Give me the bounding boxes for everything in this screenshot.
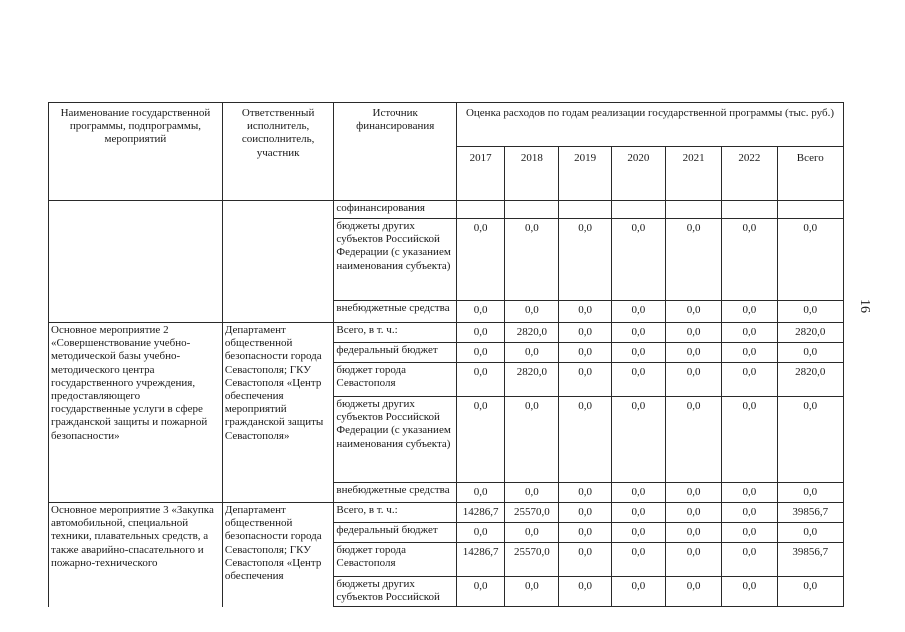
value-cell: 0,0 [611,483,665,503]
value-cell: 0,0 [666,343,722,363]
value-cell: 0,0 [722,523,777,543]
source-cell: бюджет города Севастополя [334,363,457,397]
year-2018: 2018 [505,147,559,201]
year-2017: 2017 [456,147,504,201]
year-2022: 2022 [722,147,777,201]
value-cell: 0,0 [666,577,722,607]
header-name-col: Наименование государственной программы, подпрограммы, мероприятий [49,103,223,201]
value-cell: 0,0 [559,483,611,503]
source-cell: бюджеты других субъектов Российской [334,577,457,607]
value-cell: 0,0 [456,219,504,301]
value-cell: 0,0 [777,397,843,483]
value-cell: 0,0 [777,483,843,503]
value-cell: 39856,7 [777,543,843,577]
source-cell: бюджет города Севастополя [334,543,457,577]
value-cell: 0,0 [722,483,777,503]
value-cell: 0,0 [456,577,504,607]
value-cell: 0,0 [456,343,504,363]
value-cell: 2820,0 [505,363,559,397]
measure2-name: Основное мероприятие 2 «Совершенствование учебно-методической базы учебно-методического центра государственного учреждения, предоставляющего государственные услуги в сфере гражданской защиты и пожарной безопасности» [49,323,223,503]
value-cell: 0,0 [666,397,722,483]
value-cell: 2820,0 [777,323,843,343]
header-source-col: Источник финансирования [334,103,457,201]
value-cell: 2820,0 [777,363,843,397]
value-cell: 0,0 [611,323,665,343]
source-cell: федеральный бюджет [334,343,457,363]
value-cell: 0,0 [611,543,665,577]
value-cell: 14286,7 [456,543,504,577]
year-2019: 2019 [559,147,611,201]
value-cell: 0,0 [777,523,843,543]
value-cell: 0,0 [722,397,777,483]
value-cell: 0,0 [559,219,611,301]
cofin-row [49,201,844,219]
value-cell: 0,0 [456,323,504,343]
value-cell: 0,0 [722,323,777,343]
value-cell: 0,0 [505,343,559,363]
value-cell: 0,0 [505,219,559,301]
cont-name-cell [49,201,223,323]
value-cell: 25570,0 [505,503,559,523]
value-cell: 0,0 [666,363,722,397]
value-cell: 0,0 [559,363,611,397]
source-cell: Всего, в т. ч.: [334,323,457,343]
value-cell: 0,0 [505,397,559,483]
header-estimate-col: Оценка расходов по годам реализации государственной программы (тыс. руб.) [456,103,843,147]
value-cell: 0,0 [456,301,504,323]
value-cell: 0,0 [722,543,777,577]
value-cell: 0,0 [722,503,777,523]
value-cell: 0,0 [666,219,722,301]
value-cell: 0,0 [559,523,611,543]
value-cell: 0,0 [611,219,665,301]
value-cell: 39856,7 [777,503,843,523]
table-row [49,323,844,343]
value-cell: 0,0 [456,483,504,503]
value-cell: 0,0 [559,343,611,363]
source-cell: Всего, в т. ч.: [334,503,457,523]
value-cell: 0,0 [611,397,665,483]
value-cell: 0,0 [666,323,722,343]
table-row [49,503,844,523]
value-cell: 0,0 [505,301,559,323]
value-cell: 0,0 [666,301,722,323]
value-cell: 0,0 [505,523,559,543]
header-responsible-col: Ответственный исполнитель, соисполнитель, участник [222,103,334,201]
value-cell: 0,0 [722,301,777,323]
value-cell: 0,0 [559,323,611,343]
value-cell: 0,0 [559,543,611,577]
value-cell: 0,0 [456,523,504,543]
value-cell: 0,0 [611,523,665,543]
source-cell: федеральный бюджет [334,523,457,543]
value-cell: 0,0 [505,483,559,503]
measure2-responsible: Департамент общественной безопасности города Севастополя; ГКУ Севастополя «Центр обеспечения мероприятий гражданской защиты Севастополя» [222,323,334,503]
value-cell: 0,0 [456,363,504,397]
value-cell: 0,0 [611,577,665,607]
page-number: 16 [857,299,872,313]
value-cell: 0,0 [666,543,722,577]
source-cell: внебюджетные средства [334,483,457,503]
value-cell: 0,0 [456,397,504,483]
value-cell: 0,0 [559,577,611,607]
value-cell: 0,0 [559,397,611,483]
value-cell: 2820,0 [505,323,559,343]
measure3-responsible: Департамент общественной безопасности города Севастополя; ГКУ Севастополя «Центр обеспечения [222,503,334,607]
value-cell: 25570,0 [505,543,559,577]
value-cell: 0,0 [611,301,665,323]
value-cell: 0,0 [559,301,611,323]
value-cell: 0,0 [611,363,665,397]
value-cell: 0,0 [559,503,611,523]
value-cell: 0,0 [722,219,777,301]
cont-responsible-cell [222,201,334,323]
source-cell: бюджеты других субъектов Российской Федерации (с указанием наименования субъекта) [334,397,457,483]
value-cell: 0,0 [777,343,843,363]
value-cell: 0,0 [666,483,722,503]
value-cell: 0,0 [666,523,722,543]
source-cell: внебюджетные средства [334,301,457,323]
header-row [49,103,844,147]
value-cell: 0,0 [666,503,722,523]
value-cell: 0,0 [722,343,777,363]
value-cell: 0,0 [611,343,665,363]
value-cell: 0,0 [777,301,843,323]
measure3-name: Основное мероприятие 3 «Закупка автомобильной, специальной техники, плавательных средств, а также аварийно-спасательного и пожарно-технического [49,503,223,607]
value-cell: 0,0 [722,363,777,397]
value-cell: 0,0 [722,577,777,607]
value-cell: 14286,7 [456,503,504,523]
cofin-label: софинансирования [334,201,457,219]
budget-table [48,102,844,607]
source-cell: бюджеты других субъектов Российской Федерации (с указанием наименования субъекта) [334,219,457,301]
value-cell: 0,0 [777,577,843,607]
value-cell: 0,0 [777,219,843,301]
value-cell: 0,0 [611,503,665,523]
year-total: Всего [777,147,843,201]
year-2020: 2020 [611,147,665,201]
value-cell: 0,0 [505,577,559,607]
year-2021: 2021 [666,147,722,201]
